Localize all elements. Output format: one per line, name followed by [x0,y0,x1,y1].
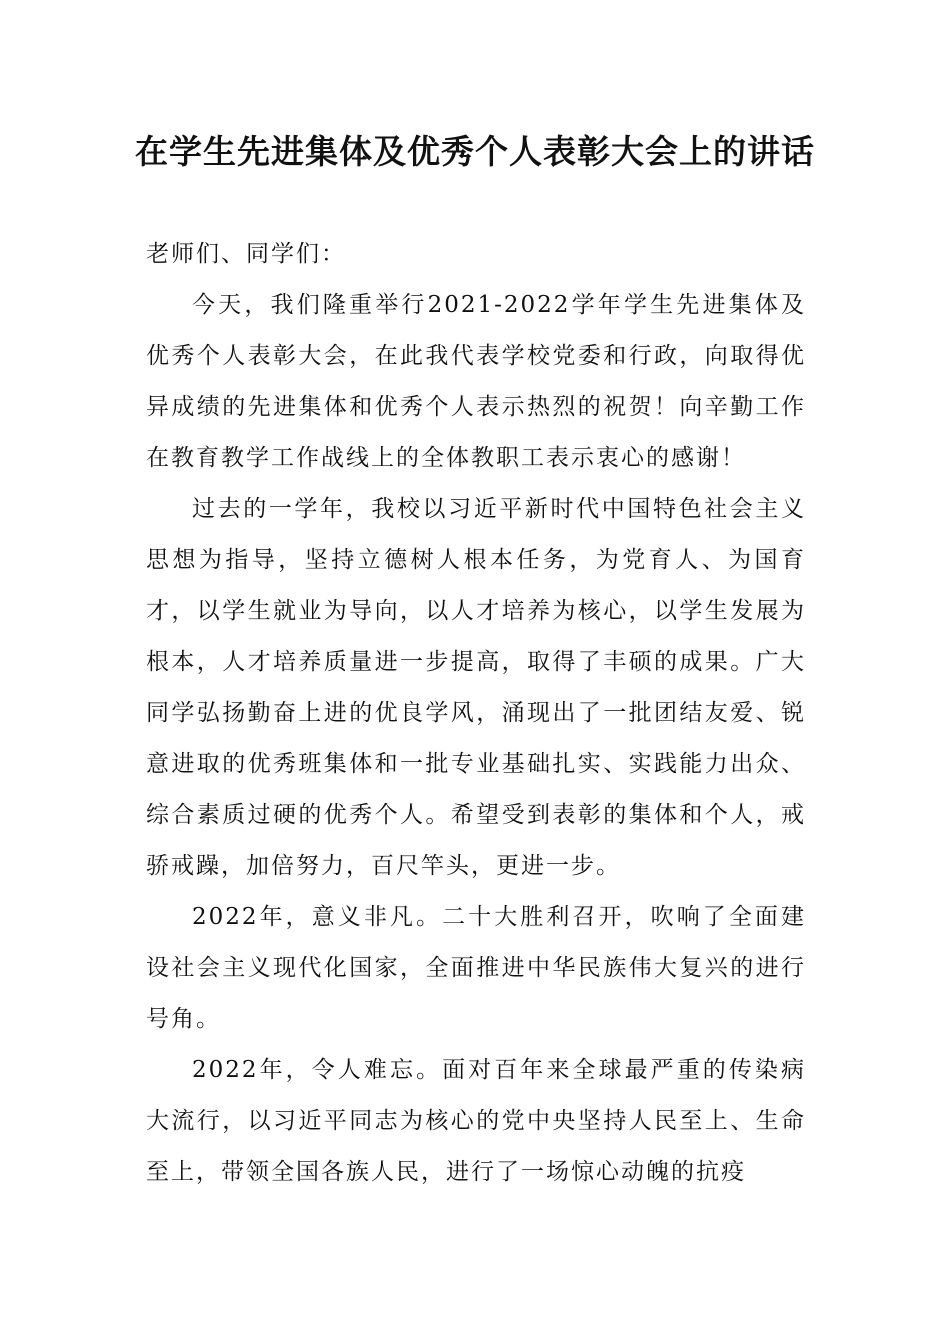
document-body [146,229,806,1198]
document-title: 在学生先进集体及优秀个人表彰大会上的讲话 [135,132,815,171]
paragraph-4: 2022年，令人难忘。面对百年来全球最严重的传染病大流行，以习近平同志为核心的党中央坚持人民至上、生命至上，带领全国各族人民，进行了一场惊心动魄的抗疫 [146,1057,806,1185]
paragraph-1: 今天，我们隆重举行2021-2022学年学生先进集体及优秀个人表彰大会，在此我代表学校党委和行政，向取得优异成绩的先进集体和优秀个人表示热烈的祝贺！向辛勤工作在教育教学工作战线上的全体教职工表示衷心的感谢！ [146,292,806,471]
paragraph-2: 过去的一学年，我校以习近平新时代中国特色社会主义思想为指导，坚持立德树人根本任务，为党育人、为国育才，以学生就业为导向，以人才培养为核心，以学生发展为根本，人才培养质量进一步提高，取得了丰硕的成果。广大同学弘扬勤奋上进的优良学风，涌现出了一批团结友爱、锐意进取的优秀班集体和一批专业基础扎实、实践能力出众、综合素质过硬的优秀个人。希望受到表彰的集体和个人，戒骄戒躁，加倍努力，百尺竿头，更进一步。 [146,496,806,879]
salutation: 老师们、同学们： [146,241,346,267]
paragraph-3: 2022年，意义非凡。二十大胜利召开，吹响了全面建设社会主义现代化国家，全面推进中华民族伟大复兴的进行号角。 [146,904,806,1032]
